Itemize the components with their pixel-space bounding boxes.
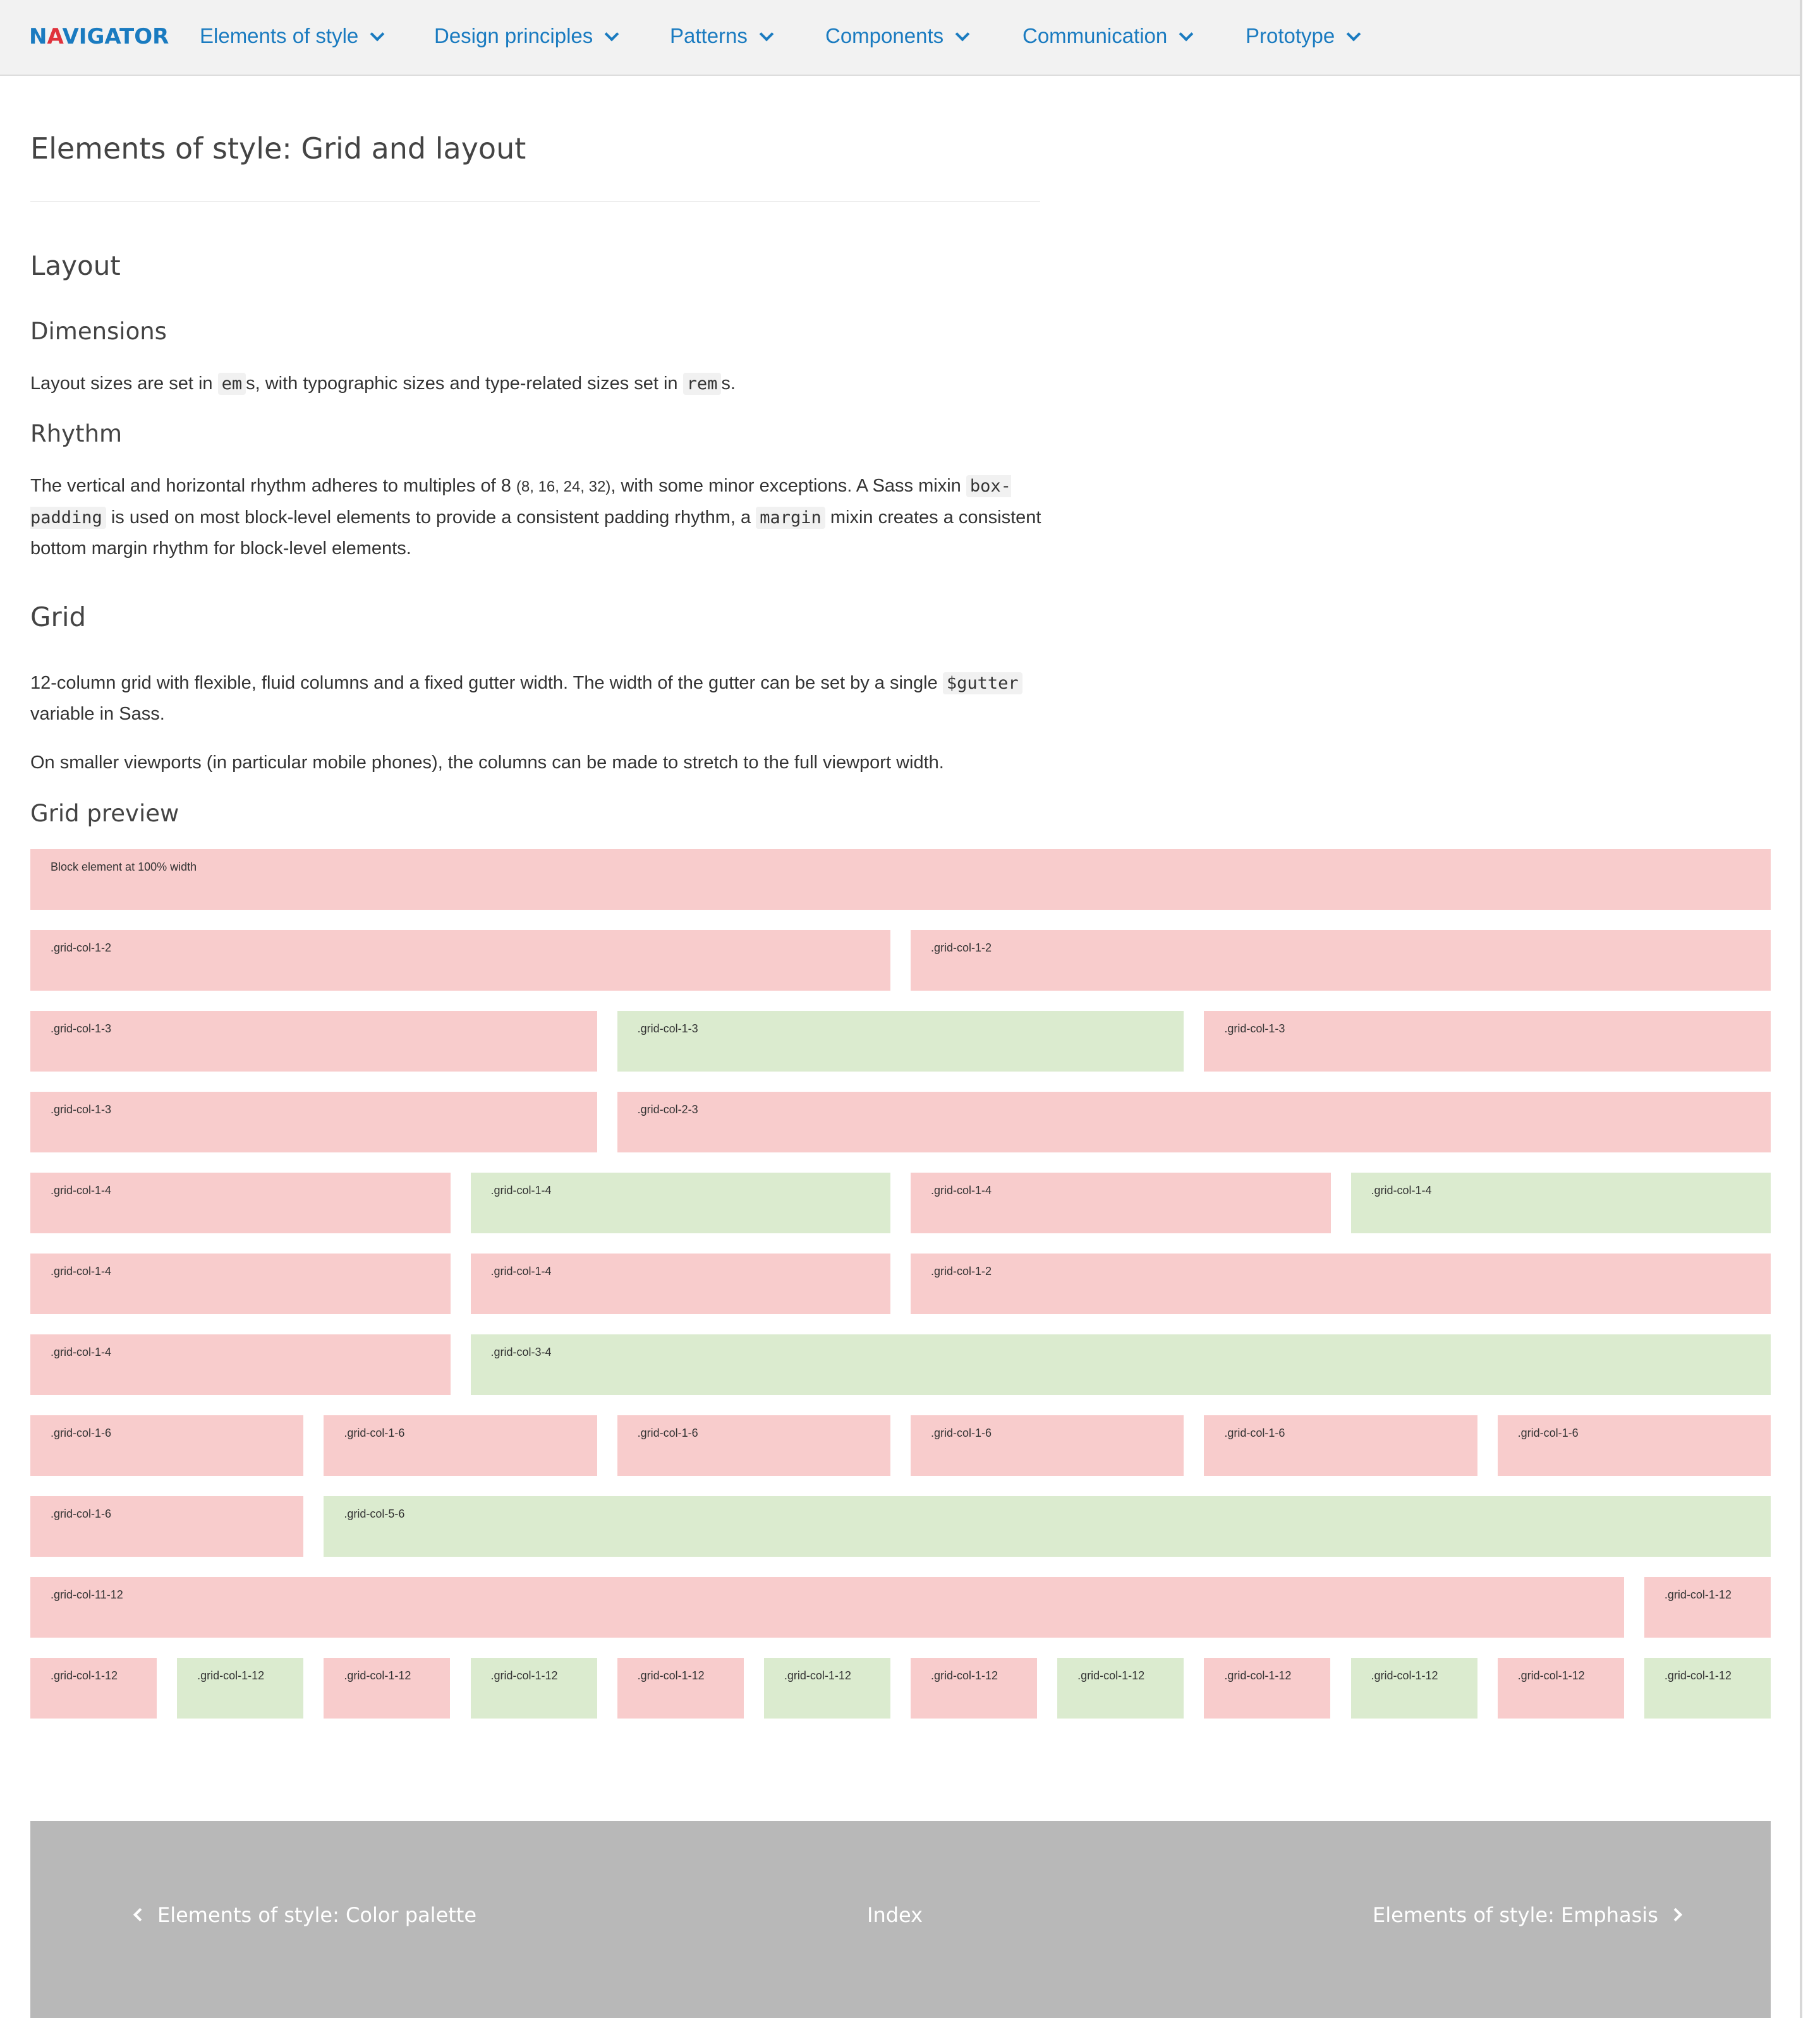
chevron-down-icon <box>1179 27 1194 42</box>
grid-cell: .grid-col-1-6 <box>324 1415 597 1476</box>
logo-text-end: VIGATOR <box>62 24 169 49</box>
grid-preview-heading: Grid preview <box>30 800 179 827</box>
code-em: em <box>218 373 246 395</box>
grid-cell: .grid-col-1-12 <box>1644 1658 1771 1719</box>
text: Layout sizes are set in <box>30 373 218 394</box>
grid-cell: .grid-col-1-12 <box>911 1658 1037 1719</box>
chevron-down-icon <box>605 27 619 42</box>
grid-cell: .grid-col-1-12 <box>471 1658 597 1719</box>
grid-cell: .grid-col-1-3 <box>617 1011 1184 1072</box>
rhythm-paragraph <box>30 471 1041 564</box>
dimensions-paragraph <box>30 368 1041 399</box>
chevron-right-icon <box>1669 1908 1682 1921</box>
grid-row <box>30 1577 1771 1638</box>
code-rem: rem <box>683 373 722 395</box>
grid-row <box>30 1334 1771 1395</box>
grid-cell: .grid-col-3-4 <box>471 1334 1771 1395</box>
text: variable in Sass. <box>30 704 165 724</box>
grid-cell: .grid-col-1-4 <box>30 1254 451 1314</box>
grid-cell: .grid-col-1-12 <box>1204 1658 1330 1719</box>
code-box-padding: box-padding <box>30 476 1011 528</box>
rhythm-multiples: (8, 16, 24, 32) <box>516 478 611 495</box>
grid-cell: .grid-col-1-3 <box>30 1092 597 1152</box>
footer-pagination <box>30 1821 1771 2018</box>
grid-cell: .grid-col-1-12 <box>1498 1658 1624 1719</box>
grid-cell: .grid-col-1-12 <box>1351 1658 1477 1719</box>
nav-item-prototype[interactable] <box>1246 24 1359 53</box>
chevron-left-icon <box>133 1908 147 1921</box>
prev-page-link[interactable] <box>135 1903 476 1927</box>
next-page-label: Elements of style: Emphasis <box>1373 1903 1658 1927</box>
grid-paragraph <box>30 668 1041 729</box>
grid-row <box>30 1254 1771 1314</box>
grid-cell: .grid-col-1-6 <box>1204 1415 1477 1476</box>
grid-row <box>30 1011 1771 1072</box>
grid-cell: .grid-col-1-6 <box>30 1415 303 1476</box>
index-link[interactable]: Index <box>867 1903 923 1927</box>
grid-cell: .grid-col-1-12 <box>617 1658 744 1719</box>
grid-cell: .grid-col-1-4 <box>471 1173 891 1233</box>
grid-cell: .grid-col-11-12 <box>30 1577 1624 1638</box>
grid-row <box>30 1496 1771 1557</box>
grid-cell: .grid-col-1-12 <box>1057 1658 1184 1719</box>
grid-cell: .grid-col-1-3 <box>30 1011 597 1072</box>
grid-cell: .grid-col-1-4 <box>471 1254 891 1314</box>
top-navigation <box>0 0 1800 76</box>
chevron-down-icon <box>1347 27 1361 42</box>
grid-cell: .grid-col-1-6 <box>30 1496 303 1557</box>
chevron-down-icon <box>760 27 774 42</box>
grid-heading: Grid <box>30 601 87 632</box>
text: , with some minor exceptions. A Sass mixin <box>610 476 966 496</box>
nav-item-label: Elements of style <box>200 24 359 47</box>
grid-cell: .grid-col-1-12 <box>764 1658 890 1719</box>
rhythm-heading: Rhythm <box>30 420 123 447</box>
logo-text-a: A <box>47 24 63 49</box>
text: The vertical and horizontal rhythm adheres to multiples of 8 <box>30 476 516 496</box>
scrollbar[interactable] <box>1800 0 1802 2018</box>
grid-cell: .grid-col-1-4 <box>30 1334 451 1395</box>
grid-cell: .grid-col-1-6 <box>911 1415 1184 1476</box>
nav-item-design-principles[interactable] <box>434 24 617 53</box>
grid-cell: .grid-col-1-2 <box>911 930 1771 991</box>
layout-heading: Layout <box>30 250 121 281</box>
grid-cell: .grid-col-1-2 <box>911 1254 1771 1314</box>
code-margin: margin <box>756 507 825 529</box>
nav-item-label: Components <box>825 24 944 47</box>
nav-item-label: Communication <box>1022 24 1168 47</box>
text: s, with typographic sizes and type-related sizes set in <box>246 373 683 394</box>
viewport-paragraph: On smaller viewports (in particular mobile phones), the columns can be made to stretch to the full viewport width. <box>30 752 944 773</box>
grid-cell: .grid-col-1-6 <box>617 1415 890 1476</box>
nav-item-label: Prototype <box>1246 24 1335 47</box>
chevron-down-icon <box>956 27 970 42</box>
grid-cell: .grid-col-1-6 <box>1498 1415 1771 1476</box>
grid-cell: .grid-col-1-4 <box>30 1173 451 1233</box>
grid-cell: .grid-col-1-4 <box>1351 1173 1771 1233</box>
grid-cell: .grid-col-1-12 <box>324 1658 450 1719</box>
chevron-down-icon <box>370 27 385 42</box>
grid-cell: .grid-col-1-12 <box>1644 1577 1771 1638</box>
nav-item-label: Design principles <box>434 24 593 47</box>
grid-cell: .grid-col-1-12 <box>30 1658 157 1719</box>
text: 12-column grid with flexible, fluid columns and a fixed gutter width. The width of the gutter can be set by a single <box>30 673 943 693</box>
grid-cell: .grid-col-1-3 <box>1204 1011 1771 1072</box>
grid-row <box>30 1092 1771 1152</box>
navigator-logo[interactable] <box>29 24 169 49</box>
grid-cell: .grid-col-1-2 <box>30 930 890 991</box>
next-page-link[interactable] <box>1373 1903 1680 1927</box>
grid-row <box>30 1173 1771 1233</box>
grid-row <box>30 930 1771 991</box>
nav-item-elements-of-style[interactable] <box>200 24 382 53</box>
grid-cell: .grid-col-5-6 <box>324 1496 1771 1557</box>
grid-cell: .grid-col-1-4 <box>911 1173 1331 1233</box>
grid-cell: .grid-col-1-12 <box>177 1658 303 1719</box>
text: is used on most block-level elements to provide a consistent padding rhythm, a <box>106 507 756 528</box>
dimensions-heading: Dimensions <box>30 318 167 345</box>
grid-cell: .grid-col-2-3 <box>617 1092 1771 1152</box>
code-gutter: $gutter <box>943 672 1022 694</box>
text: mixin creates a consistent bottom margin rhythm for block-level elements. <box>30 507 1041 559</box>
grid-row <box>30 849 1771 910</box>
nav-item-label: Patterns <box>670 24 748 47</box>
grid-row <box>30 1415 1771 1476</box>
nav-item-communication[interactable] <box>1022 24 1191 53</box>
title-divider <box>30 201 1040 202</box>
text: s. <box>721 373 736 394</box>
prev-page-label: Elements of style: Color palette <box>157 1903 477 1927</box>
grid-row <box>30 1658 1771 1719</box>
nav-item-patterns[interactable] <box>670 24 772 53</box>
page-title: Elements of style: Grid and layout <box>30 131 526 166</box>
logo-text-start: N <box>29 24 47 49</box>
grid-cell: Block element at 100% width <box>30 849 1771 910</box>
nav-item-components[interactable] <box>825 24 968 53</box>
